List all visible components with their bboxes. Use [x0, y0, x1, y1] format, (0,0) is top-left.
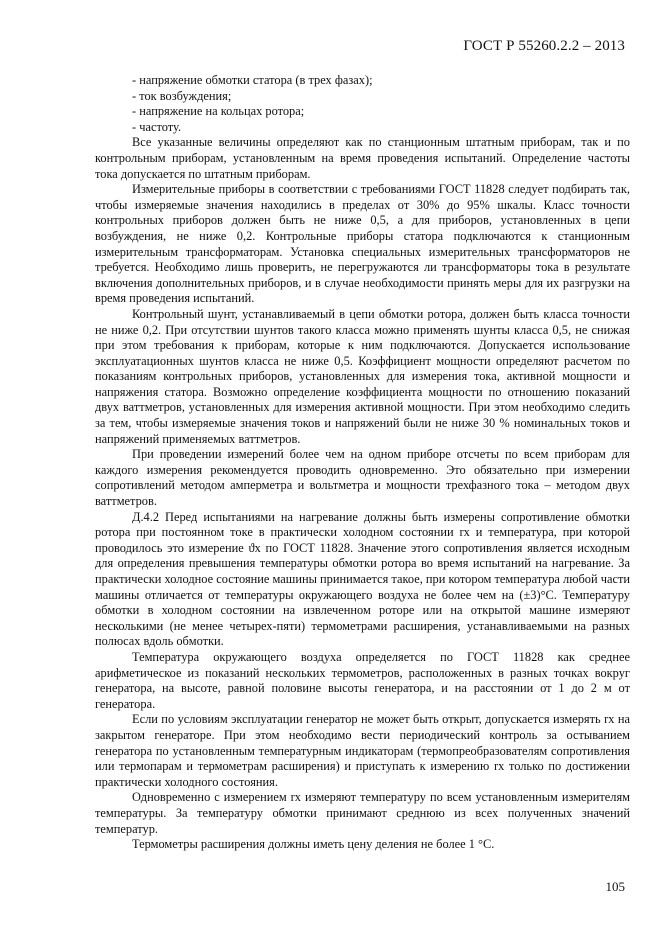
paragraph: Контрольный шунт, устанавливаемый в цепи обмотки ротора, должен быть класса точности не ниже 0,2. При отсутствии шунтов такого класса можно применять шунты класса 0,5, не снижая при этом требования к приборам, которые к ним подключаются. Допускается использование эксплуатационных шунтов класса не ниже 0,5. Коэффициент мощности определяют расчетом по показаниям контрольных приборов, установленных для измерения тока, активной мощности и напряжения статора. Возможно определение коэффициента мощности по отношению показаний двух ваттметров, установленных для измерения активной мощности. При этом необходимо следить за тем, чтобы измеряемые значения токов и напряжений были не ниже 30 % номинальных токов и напряжений применяемых ваттметров. [95, 306, 630, 446]
paragraph: Термометры расширения должны иметь цену деления не более 1 °С. [132, 837, 495, 852]
list-item: - частоту. [132, 119, 182, 134]
paragraph: Все указанные величины определяют как по станционным штатным приборам, так и по контрольным приборам, установленным на время проведения испытаний. Определение частоты тока допускается по штатным приборам. [95, 135, 630, 181]
list-item: - напряжение на кольцах ротора; [132, 104, 305, 119]
paragraph: Если по условиям эксплуатации генератор не может быть открыт, допускается измерять rx на закрытом генераторе. При этом необходимо вести периодический контроль за остыванием генератора по установленным температурным индикаторам (термопреобразователям сопротивления или термопарам и термометрам расширения) и приступать к измерению rx только по достижении практически холодного состояния. [95, 712, 630, 789]
list-item: - ток возбуждения; [132, 88, 232, 103]
document-body [95, 73, 630, 853]
paragraph: Измерительные приборы в соответствии с требованиями ГОСТ 11828 следует подбирать так, чтобы измеряемые значения находились в пределах от 30% до 95% шкалы. Класс точности контрольных приборов должен быть не ниже 0,5, а для приборов, установленных в цепи возбуждения, не ниже 0,2. Контрольные приборы статора подключаются к станционным измерительным трансформаторам. Установка специальных измерительных трансформаторов не требуется. Необходимо лишь проверить, не перегружаются ли трансформаторы тока в результате включения дополнительных приборов, и в случае необходимости принять меры для их разгрузки на время проведения испытаний. [95, 182, 630, 306]
page-number: 105 [605, 879, 625, 894]
paragraph: При проведении измерений более чем на одном приборе отсчеты по всем приборам для каждого измерения рекомендуется проводить одновременно. Это обязательно при измерении сопротивлений методом амперметра и вольтметра и мощности трехфазного тока – методом двух ваттметров. [95, 447, 630, 509]
list-item: - напряжение обмотки статора (в трех фазах); [132, 73, 373, 87]
paragraph: Одновременно с измерением rx измеряют температуру по всем установленным измерителям температуры. За температуру обмотки принимают среднюю из всех полученных значений температур. [95, 790, 630, 836]
bullet-list [132, 73, 630, 135]
paragraph: Д.4.2 Перед испытаниями на нагревание должны быть измерены сопротивление обмотки ротора при постоянном токе в практически холодном состоянии rx и температура, при которой проводилось это измерение ϑx по ГОСТ 11828. Значение этого сопротивления является исходным для определения превышения температуры обмотки ротора во время испытаний на нагревание. За практически холодное состояние машины принимается такое, при котором температура любой части машины отличается от температуры окружающего воздуха не более чем на (±3)°С. Температуру обмотки в холодном состоянии на извлеченном роторе или на открытой машине измеряют несколькими (не менее четырех-пяти) термометрами расширения, устанавливаемыми на разных полюсах вдоль обмотки. [95, 509, 630, 649]
paragraph: Температура окружающего воздуха определяется по ГОСТ 11828 как среднее арифметическое из показаний нескольких термометров, расположенных в разных точках вокруг генератора, на высоте, равной половине высоты генератора, и на расстоянии от 1 до 2 м от генератора. [95, 649, 630, 711]
document-header: ГОСТ Р 55260.2.2 – 2013 [463, 38, 625, 54]
